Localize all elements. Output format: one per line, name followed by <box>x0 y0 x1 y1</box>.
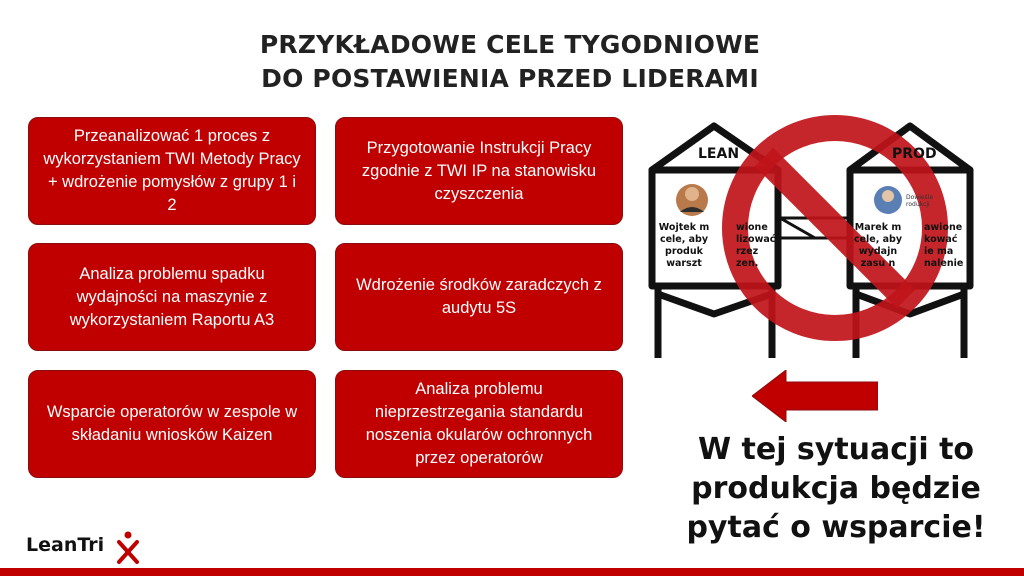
prod-silo-name: Dowieśle rodukcji <box>906 194 934 208</box>
goal-text-1: Przeanalizować 1 proces z wykorzystaniem TWI Metody Pracy + wdrożenie pomysłów z grupy 1 i 2 <box>43 127 301 214</box>
lean-silo-label: LEAN <box>698 146 740 162</box>
lean-silo-text-b: wione lizować rzez zen. <box>736 222 776 269</box>
left-arrow-icon <box>752 370 878 422</box>
prod-silo-label: PROD <box>892 146 937 162</box>
avatar-right <box>874 186 902 214</box>
callout-line-1: W tej sytuacji to <box>697 432 975 467</box>
goal-card-4 <box>335 243 623 351</box>
prod-silo-text-b: awione kować ie ma nalenie <box>924 222 964 269</box>
goal-card-6 <box>335 370 623 478</box>
avatar-left <box>676 184 708 216</box>
goal-card-5 <box>28 370 316 478</box>
goal-text-4: Wdrożenie środków zaradczych z audytu 5S <box>356 276 602 317</box>
logo-text: LeanTri <box>26 534 105 556</box>
goal-card-1 <box>28 117 316 225</box>
logo-x-icon <box>116 530 140 564</box>
callout-line-2: produkcja będzie <box>691 471 981 506</box>
title-line-2: DO POSTAWIENIA PRZED LIDERAMI <box>261 64 759 93</box>
goal-card-2 <box>335 117 623 225</box>
bottom-accent-bar <box>0 568 1024 576</box>
callout-line-3: pytać o wsparcie! <box>686 510 986 545</box>
prod-silo-text-a: Marek m cele, aby wydajn zasu n <box>853 222 903 269</box>
goal-text-6: Analiza problemu nieprzestrzegania standardu noszenia okularów ochronnych przez operatorów <box>365 380 593 467</box>
goal-text-5: Wsparcie operatorów w zespole w składaniu wniosków Kaizen <box>46 403 298 444</box>
page-title <box>200 28 820 96</box>
goal-text-2: Przygotowanie Instrukcji Pracy zgodnie z TWI IP na stanowisku czyszczenia <box>361 138 597 203</box>
goal-text-3: Analiza problemu spadku wydajności na maszynie z wykorzystaniem Raportu A3 <box>69 264 275 329</box>
silo-illustration <box>640 108 1024 368</box>
lean-silo-text-a: Wojtek m cele, aby produk warszt <box>658 222 710 269</box>
goal-card-3 <box>28 243 316 351</box>
callout-text <box>686 430 986 547</box>
title-line-1: PRZYKŁADOWE CELE TYGODNIOWE <box>259 30 761 59</box>
leantrix-logo <box>26 530 146 566</box>
